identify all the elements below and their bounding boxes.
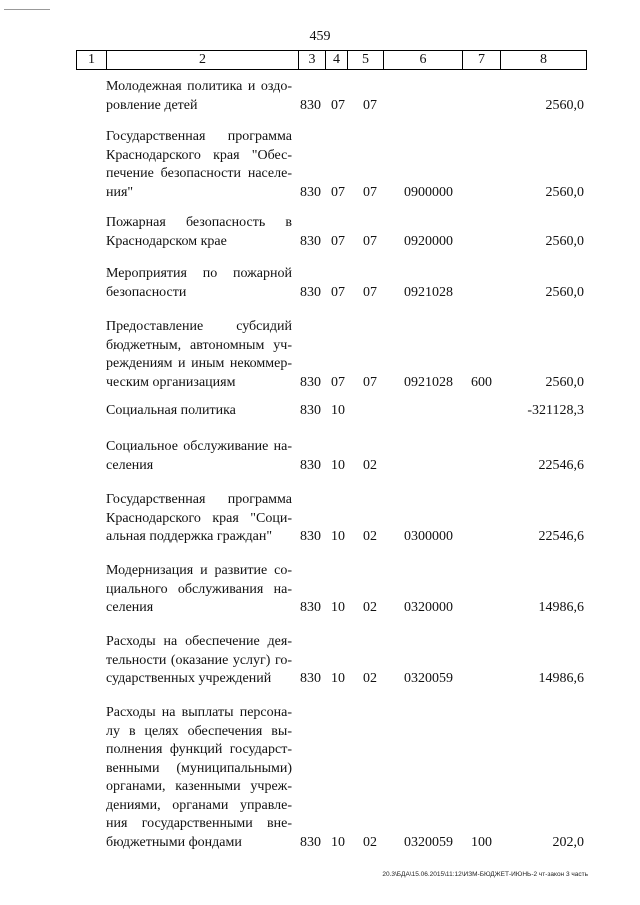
col-header-4: 4 <box>326 51 348 70</box>
table-row <box>0 562 640 618</box>
description-line: полнения функций государст- <box>106 742 292 757</box>
description-line: венными (муниципальными) <box>106 760 292 776</box>
col-header-7: 7 <box>463 51 501 70</box>
cell-c6: 0921028 <box>404 374 453 390</box>
description-line: органами, казенными учреж- <box>106 779 292 794</box>
cell-c8: 202,0 <box>552 834 584 850</box>
cell-c4: 07 <box>331 184 345 200</box>
cell-c5: 07 <box>363 284 377 300</box>
cell-c8: 22546,6 <box>538 529 584 544</box>
cell-c8: 14986,6 <box>538 600 584 615</box>
row-description <box>106 633 292 689</box>
cell-c6: 0900000 <box>404 184 453 200</box>
cell-c6: 0320059 <box>404 671 453 686</box>
cell-c5: 02 <box>363 457 377 473</box>
row-description <box>106 265 292 302</box>
cell-c6: 0921028 <box>404 284 453 300</box>
row-description <box>106 214 292 251</box>
cell-c4: 07 <box>331 97 345 113</box>
cell-c5: 07 <box>363 97 377 113</box>
cell-c4: 10 <box>331 834 345 850</box>
cell-c4: 07 <box>331 374 345 390</box>
description-line: безопасности <box>106 284 187 300</box>
cell-c3: 830 <box>300 374 321 390</box>
cell-c5: 02 <box>363 600 377 615</box>
table-row <box>0 402 640 421</box>
description-line: дениями, органами управле- <box>106 797 292 813</box>
cell-c5: 07 <box>363 184 377 200</box>
cell-c5: 02 <box>363 671 377 686</box>
row-description <box>106 704 292 852</box>
description-line: Мероприятия по пожарной <box>106 266 292 281</box>
description-line: Пожарная безопасность в <box>106 215 292 230</box>
description-line: Краснодарского края "Соци- <box>106 510 292 526</box>
cell-c3: 830 <box>300 184 321 200</box>
cell-c7: 600 <box>471 374 492 390</box>
cell-c3: 830 <box>300 284 321 300</box>
cell-c8: 2560,0 <box>545 184 584 200</box>
col-header-5: 5 <box>348 51 384 70</box>
cell-c8: 2560,0 <box>545 374 584 390</box>
cell-c4: 10 <box>331 403 345 418</box>
description-line: Расходы на выплаты персона- <box>106 705 292 720</box>
description-line: печение безопасности населе- <box>106 166 292 181</box>
cell-c3: 830 <box>300 671 321 686</box>
description-line: циального обслуживания на- <box>106 581 292 597</box>
description-line: реждениям и иным некоммер- <box>106 356 292 371</box>
cell-c8: 2560,0 <box>545 97 584 113</box>
cell-c5: 02 <box>363 834 377 850</box>
col-header-6: 6 <box>384 51 463 70</box>
description-line: Расходы на обеспечение дея- <box>106 634 292 649</box>
description-line: сударственных учреждений <box>106 671 272 686</box>
cell-c3: 830 <box>300 97 321 113</box>
column-header-table <box>76 50 587 70</box>
cell-c4: 10 <box>331 671 345 686</box>
col-header-1: 1 <box>77 51 107 70</box>
top-rule <box>4 9 50 10</box>
description-line: Краснодарском крае <box>106 233 227 249</box>
cell-c8: 2560,0 <box>545 284 584 300</box>
cell-c4: 07 <box>331 284 345 300</box>
cell-c5: 02 <box>363 529 377 544</box>
table-row <box>0 318 640 392</box>
cell-c3: 830 <box>300 600 321 615</box>
cell-c3: 830 <box>300 233 321 249</box>
col-header-3: 3 <box>299 51 326 70</box>
description-line: Молодежная политика и оздо- <box>106 79 292 94</box>
description-line: Модернизация и развитие со- <box>106 563 292 578</box>
cell-c4: 10 <box>331 600 345 615</box>
column-header-row <box>77 51 587 70</box>
table-row <box>0 265 640 302</box>
description-line: ния государственными вне- <box>106 816 292 831</box>
cell-c6: 0920000 <box>404 233 453 249</box>
cell-c3: 830 <box>300 529 321 544</box>
row-description <box>106 402 292 421</box>
description-line: бюджетным, автономным уч- <box>106 337 292 353</box>
cell-c5: 07 <box>363 374 377 390</box>
cell-c3: 830 <box>300 834 321 850</box>
table-row <box>0 491 640 547</box>
col-header-2: 2 <box>107 51 299 70</box>
description-line: Социальное обслуживание на- <box>106 439 292 454</box>
row-description <box>106 562 292 618</box>
table-row <box>0 633 640 689</box>
description-line: Государственная программа <box>106 492 292 507</box>
description-line: лу в целях обеспечения вы- <box>106 723 292 739</box>
cell-c7: 100 <box>471 834 492 850</box>
cell-c6: 0300000 <box>404 529 453 544</box>
description-line: тельности (оказание услуг) го- <box>106 652 292 668</box>
document-footer: 20.3\БДА\15.06.2015\11:12\ИЗМ-БЮДЖЕТ-ИЮНЬ-2 чт-закон 3 часть <box>382 871 588 878</box>
description-line: ровление детей <box>106 97 198 113</box>
cell-c8: 14986,6 <box>538 671 584 686</box>
cell-c6: 0320059 <box>404 834 453 850</box>
description-line: ния" <box>106 184 134 200</box>
cell-c5: 07 <box>363 233 377 249</box>
row-description <box>106 318 292 392</box>
description-line: Краснодарского края "Обес- <box>106 147 292 163</box>
table-row <box>0 704 640 852</box>
description-line: Социальная политика <box>106 403 236 418</box>
row-description <box>106 128 292 202</box>
description-line: ческим организациям <box>106 374 236 390</box>
row-description <box>106 491 292 547</box>
cell-c3: 830 <box>300 403 321 418</box>
cell-c4: 10 <box>331 457 345 473</box>
cell-c8: 22546,6 <box>538 457 584 473</box>
cell-c3: 830 <box>300 457 321 473</box>
cell-c4: 10 <box>331 529 345 544</box>
cell-c8: -321128,3 <box>527 403 584 418</box>
description-line: альная поддержка граждан" <box>106 529 273 544</box>
cell-c6: 0320000 <box>404 600 453 615</box>
table-row <box>0 438 640 475</box>
description-line: бюджетными фондами <box>106 834 242 850</box>
description-line: селения <box>106 600 154 615</box>
row-description <box>106 438 292 475</box>
cell-c8: 2560,0 <box>545 233 584 249</box>
description-line: селения <box>106 457 154 473</box>
description-line: Государственная программа <box>106 129 292 144</box>
description-line: Предоставление субсидий <box>106 319 292 334</box>
table-row <box>0 78 640 115</box>
page-number: 459 <box>309 29 331 44</box>
col-header-8: 8 <box>501 51 587 70</box>
row-description <box>106 78 292 115</box>
table-row <box>0 128 640 202</box>
table-row <box>0 214 640 251</box>
cell-c4: 07 <box>331 233 345 249</box>
